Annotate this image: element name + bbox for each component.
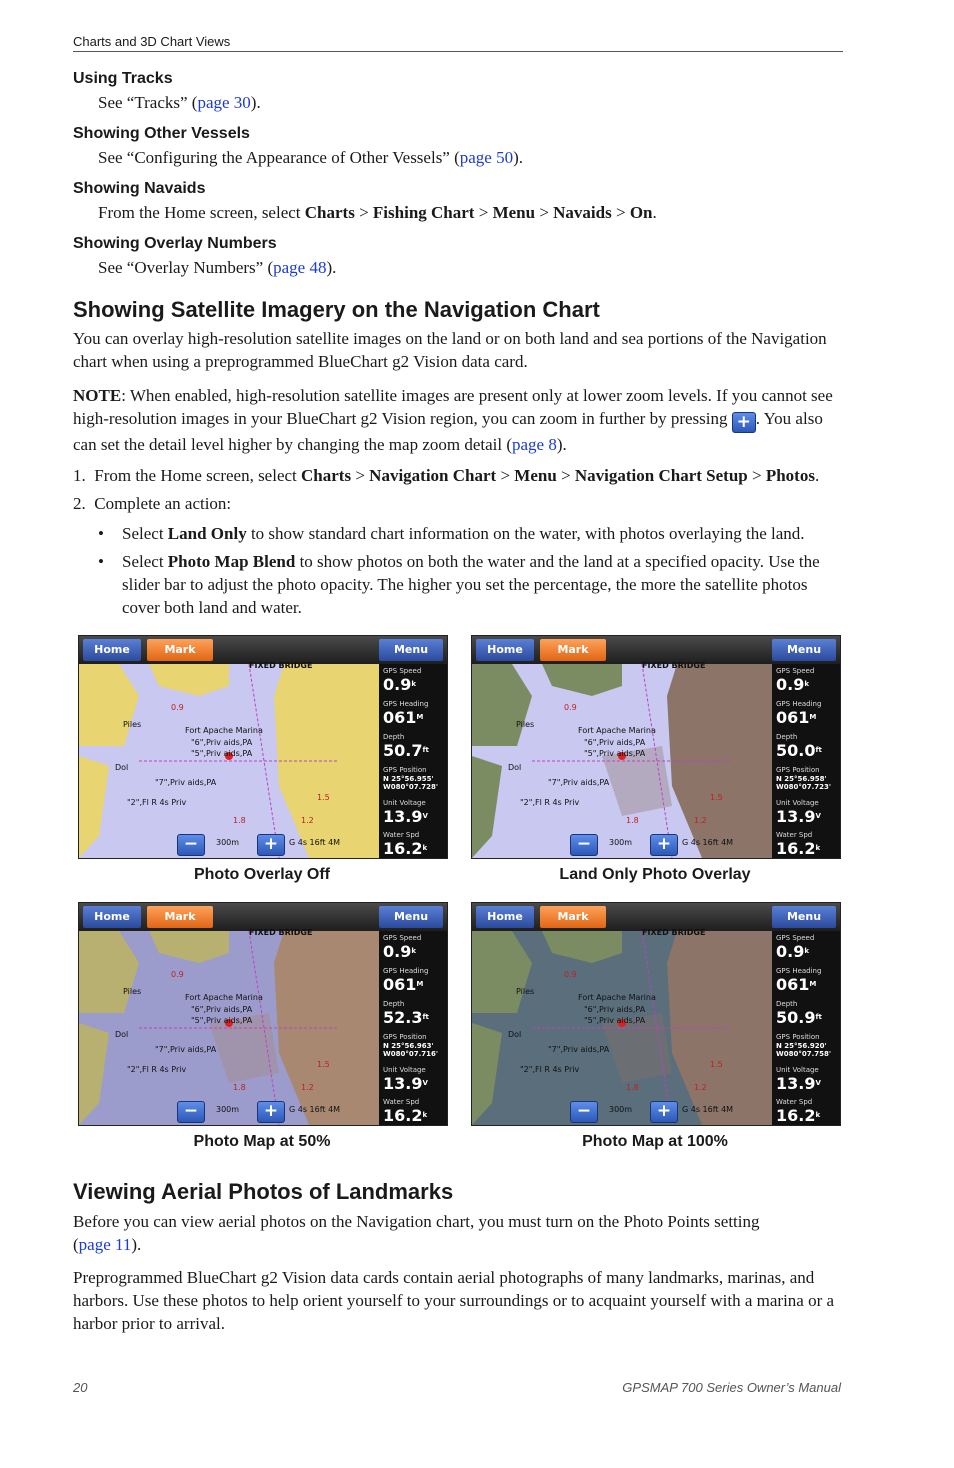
text: Before you can view aerial photos on the Navigation chart, you must turn on the Photo Points setting ( bbox=[73, 1212, 760, 1254]
text: ). bbox=[326, 258, 337, 277]
map-canvas bbox=[472, 903, 772, 1125]
zoom-in-button[interactable]: + bbox=[257, 1101, 285, 1123]
para-using-tracks bbox=[98, 93, 261, 113]
field-label: Water Spd bbox=[383, 1098, 420, 1106]
bullet-text bbox=[122, 522, 842, 545]
voltage-value: 13.9 bbox=[383, 807, 423, 826]
text: See “Overlay Numbers” ( bbox=[98, 258, 274, 277]
text: Select bbox=[122, 552, 168, 571]
unit: k bbox=[422, 844, 428, 852]
field-label: Depth bbox=[776, 733, 798, 741]
aid-7-label: "7",Priv aids,PA bbox=[155, 1045, 217, 1054]
sep: > bbox=[474, 203, 493, 222]
water-speed-field bbox=[776, 831, 838, 857]
para-overlay-numbers bbox=[98, 258, 336, 278]
field-label: GPS Position bbox=[776, 766, 820, 774]
heading-value: 061 bbox=[383, 975, 417, 994]
voltage-value: 13.9 bbox=[776, 807, 816, 826]
field-value bbox=[383, 742, 445, 759]
para-navaids bbox=[98, 203, 657, 223]
mark-button[interactable]: Mark bbox=[540, 639, 606, 661]
bridge-label: FIXED BRIDGE bbox=[642, 928, 706, 937]
sounding: 1.2 bbox=[301, 1083, 314, 1092]
depth-value: 52.3 bbox=[383, 1008, 423, 1027]
note-label: NOTE bbox=[73, 386, 122, 405]
marina-label: Fort Apache Marina bbox=[578, 726, 656, 735]
zoom-in-button[interactable]: + bbox=[650, 1101, 678, 1123]
unit: ft bbox=[422, 1013, 429, 1021]
heading-overlay-numbers: Showing Overlay Numbers bbox=[73, 235, 277, 252]
field-value bbox=[383, 1107, 445, 1124]
latitude: N 25°56.963' bbox=[383, 1042, 434, 1050]
sounding: 1.8 bbox=[233, 1083, 246, 1092]
gps-position-field bbox=[776, 766, 838, 791]
unit: M bbox=[416, 980, 424, 988]
bullet-land-only bbox=[98, 522, 843, 545]
sounding: 1.5 bbox=[710, 793, 723, 802]
text: From the Home screen, select bbox=[94, 466, 302, 485]
text: Select bbox=[122, 524, 168, 543]
unit: k bbox=[815, 844, 821, 852]
latitude: N 25°56.955' bbox=[383, 775, 434, 783]
unit-voltage-field bbox=[383, 799, 445, 825]
top-bar bbox=[79, 903, 447, 931]
bullet-photo-map-blend bbox=[98, 550, 843, 620]
text: . You also can set the detail level higher by changing the map zoom detail ( bbox=[73, 409, 823, 454]
field-value bbox=[383, 1075, 445, 1092]
heading-other-vessels: Showing Other Vessels bbox=[73, 125, 250, 142]
figure-caption: Photo Overlay Off bbox=[193, 866, 331, 883]
link-page-11[interactable]: page 11 bbox=[78, 1235, 132, 1254]
depth-value: 50.7 bbox=[383, 741, 423, 760]
path-menu: Menu bbox=[514, 466, 557, 485]
aid-2-label: "2",Fl R 4s Priv bbox=[520, 1065, 580, 1074]
heading-navaids: Showing Navaids bbox=[73, 180, 206, 197]
marina-label: Fort Apache Marina bbox=[578, 993, 656, 1002]
gps-heading-field bbox=[383, 967, 445, 993]
aid-5-label: "5",Priv aids,PA bbox=[191, 749, 253, 758]
text: From the Home screen, select bbox=[98, 203, 305, 222]
aid-6-label: "6",Priv aids,PA bbox=[584, 738, 646, 747]
figure-caption: Land Only Photo Overlay bbox=[559, 866, 751, 883]
field-label: Unit Voltage bbox=[383, 1066, 426, 1074]
running-head: Charts and 3D Chart Views bbox=[73, 34, 843, 52]
aid-5-label: "5",Priv aids,PA bbox=[584, 749, 646, 758]
field-label: Unit Voltage bbox=[776, 799, 819, 807]
link-page-50[interactable]: page 50 bbox=[459, 148, 514, 167]
link-page-30[interactable]: page 30 bbox=[197, 93, 251, 112]
water-speed-field bbox=[776, 1098, 838, 1124]
gps-heading-field bbox=[776, 967, 838, 993]
heading-value: 061 bbox=[776, 975, 810, 994]
option-photo-map-blend: Photo Map Blend bbox=[167, 552, 296, 571]
depth-field bbox=[383, 733, 445, 759]
field-label: GPS Position bbox=[383, 766, 427, 774]
field-value bbox=[776, 1009, 838, 1026]
text: ). bbox=[250, 93, 261, 112]
gps-speed-field bbox=[383, 934, 445, 960]
dol-label: Dol bbox=[115, 1030, 129, 1039]
marina-label: Fort Apache Marina bbox=[185, 993, 263, 1002]
depth-field bbox=[383, 1000, 445, 1026]
longitude: W080°07.723' bbox=[776, 783, 831, 791]
zoom-in-button[interactable]: + bbox=[257, 834, 285, 856]
field-value bbox=[383, 808, 445, 825]
field-value bbox=[776, 742, 838, 759]
page-number: 20 bbox=[73, 1380, 88, 1395]
chart-screenshot-blend bbox=[78, 902, 448, 1126]
buoy-tag: G 4s 16ft 4M bbox=[289, 838, 341, 847]
field-label: Unit Voltage bbox=[776, 1066, 819, 1074]
water-speed-value: 16.2 bbox=[776, 1106, 816, 1125]
field-label: GPS Speed bbox=[383, 934, 422, 942]
path-charts: Charts bbox=[304, 203, 355, 222]
manual-title: GPSMAP 700 Series Owner’s Manual bbox=[622, 1380, 841, 1395]
buoy-tag: G 4s 16ft 4M bbox=[682, 838, 734, 847]
gps-position-field bbox=[383, 766, 445, 791]
unit: k bbox=[815, 1111, 821, 1119]
para-aerial-1 bbox=[73, 1210, 793, 1256]
path-on: On bbox=[629, 203, 653, 222]
sep: > bbox=[611, 203, 630, 222]
sounding: 1.8 bbox=[233, 816, 246, 825]
menu-button[interactable]: Menu bbox=[379, 639, 443, 661]
zoom-out-button[interactable]: − bbox=[570, 1101, 598, 1123]
aid-2-label: "2",Fl R 4s Priv bbox=[127, 1065, 187, 1074]
text: ). bbox=[556, 435, 567, 454]
para-satellite-intro: You can overlay high-resolution satellite images on the land or on both land and sea portions of the Navigation chart when using a preprogrammed BlueChart g2 Vision data card. bbox=[73, 329, 827, 371]
figure-caption: Photo Map at 100% bbox=[582, 1133, 728, 1150]
longitude: W080°07.728' bbox=[383, 783, 438, 791]
home-button[interactable]: Home bbox=[83, 639, 141, 661]
sep: > bbox=[351, 466, 370, 485]
sep: > bbox=[496, 466, 515, 485]
unit-voltage-field bbox=[776, 799, 838, 825]
sounding: 0.9 bbox=[171, 703, 184, 712]
data-sidebar bbox=[379, 931, 447, 1125]
water-speed-value: 16.2 bbox=[776, 839, 816, 858]
bridge-label: FIXED BRIDGE bbox=[642, 661, 706, 670]
field-label: Water Spd bbox=[776, 1098, 813, 1106]
map-canvas bbox=[79, 636, 379, 858]
aid-5-label: "5",Priv aids,PA bbox=[584, 1016, 646, 1025]
step-1 bbox=[73, 466, 819, 486]
bridge-label: FIXED BRIDGE bbox=[249, 661, 313, 670]
unit: ft bbox=[815, 746, 822, 754]
field-value bbox=[383, 943, 445, 960]
field-value bbox=[776, 676, 838, 693]
gps-speed-field bbox=[776, 934, 838, 960]
step-number: 1. bbox=[73, 466, 86, 485]
unit: k bbox=[804, 947, 809, 955]
water-speed-field bbox=[383, 831, 445, 857]
gps-speed-field bbox=[383, 667, 445, 693]
field-value bbox=[776, 840, 838, 857]
zoom-in-button[interactable]: + bbox=[650, 834, 678, 856]
link-page-48[interactable]: page 48 bbox=[273, 258, 327, 277]
gps-speed-field bbox=[776, 667, 838, 693]
para-other-vessels bbox=[98, 148, 523, 168]
sep: > bbox=[535, 203, 554, 222]
zoom-out-button[interactable]: − bbox=[177, 1101, 205, 1123]
field-label: GPS Speed bbox=[383, 667, 422, 675]
field-value bbox=[383, 709, 445, 726]
field-label: GPS Speed bbox=[776, 667, 815, 675]
para-aerial-2: Preprogrammed BlueChart g2 Vision data cards contain aerial photographs of many landmarks, marinas, and harbors. Use these photos to help orient yourself to your surroundings or to acquaint yourself with a marina or a harbor prior to arrival. bbox=[73, 1268, 835, 1333]
chart-screenshot-photo bbox=[471, 902, 841, 1126]
sep: > bbox=[556, 466, 575, 485]
field-label: GPS Heading bbox=[383, 700, 429, 708]
scale-bar: 300m bbox=[216, 1105, 240, 1114]
water-speed-value: 16.2 bbox=[383, 1106, 423, 1125]
top-bar bbox=[472, 636, 840, 664]
menu-button[interactable]: Menu bbox=[772, 906, 836, 928]
menu-button[interactable]: Menu bbox=[772, 639, 836, 661]
sounding: 0.9 bbox=[564, 703, 577, 712]
bullet-dot: • bbox=[98, 524, 104, 543]
zoom-out-button[interactable]: − bbox=[177, 834, 205, 856]
data-sidebar bbox=[772, 931, 840, 1125]
longitude: W080°07.716' bbox=[383, 1050, 438, 1058]
field-value bbox=[383, 976, 445, 993]
text: ). bbox=[513, 148, 524, 167]
field-label: GPS Heading bbox=[383, 967, 429, 975]
sounding: 1.2 bbox=[301, 816, 314, 825]
heading-aerial: Viewing Aerial Photos of Landmarks bbox=[73, 1179, 454, 1204]
text: See “Tracks” ( bbox=[98, 93, 198, 112]
bullet-text bbox=[122, 550, 842, 619]
unit: V bbox=[422, 1079, 428, 1087]
mark-button[interactable]: Mark bbox=[147, 906, 213, 928]
bullet-dot: • bbox=[98, 552, 104, 571]
zoom-out-button[interactable]: − bbox=[570, 834, 598, 856]
gps-heading-field bbox=[776, 700, 838, 726]
voltage-value: 13.9 bbox=[776, 1074, 816, 1093]
home-button[interactable]: Home bbox=[476, 639, 534, 661]
scale-bar: 300m bbox=[216, 838, 240, 847]
field-value bbox=[383, 676, 445, 693]
gps-heading-field bbox=[383, 700, 445, 726]
field-value bbox=[776, 808, 838, 825]
text: to show photos on both the water and the land at a specified opacity. Use the slider bar to adjust the photo opacity. The higher you set the percentage, the more the satellite photos cover both land and water. bbox=[122, 552, 820, 617]
heading-value: 061 bbox=[383, 708, 417, 727]
step-number: 2. bbox=[73, 494, 86, 513]
text: . bbox=[814, 466, 820, 485]
unit: k bbox=[411, 680, 416, 688]
field-label: GPS Heading bbox=[776, 967, 822, 975]
map-canvas bbox=[79, 903, 379, 1125]
marina-label: Fort Apache Marina bbox=[185, 726, 263, 735]
buoy-tag: G 4s 16ft 4M bbox=[682, 1105, 734, 1114]
unit-voltage-field bbox=[776, 1066, 838, 1092]
field-label: Depth bbox=[383, 1000, 405, 1008]
sounding: 1.8 bbox=[626, 816, 639, 825]
voltage-value: 13.9 bbox=[383, 1074, 423, 1093]
field-label: GPS Heading bbox=[776, 700, 822, 708]
chart-screenshot-land bbox=[471, 635, 841, 859]
path-fishing-chart: Fishing Chart bbox=[372, 203, 475, 222]
water-speed-field bbox=[383, 1098, 445, 1124]
unit: V bbox=[422, 812, 428, 820]
unit: k bbox=[422, 1111, 428, 1119]
path-photos: Photos bbox=[765, 466, 815, 485]
field-value bbox=[383, 1009, 445, 1026]
unit: ft bbox=[422, 746, 429, 754]
field-value bbox=[776, 1107, 838, 1124]
aid-7-label: "7",Priv aids,PA bbox=[548, 778, 610, 787]
speed-value: 0.9 bbox=[776, 942, 805, 961]
data-sidebar bbox=[772, 664, 840, 858]
text: ). bbox=[131, 1235, 142, 1254]
mark-button[interactable]: Mark bbox=[540, 906, 606, 928]
sounding: 1.5 bbox=[317, 793, 330, 802]
chart-screenshot-chart bbox=[78, 635, 448, 859]
field-label: Unit Voltage bbox=[383, 799, 426, 807]
piles-label: Piles bbox=[516, 987, 535, 996]
buoy-tag: G 4s 16ft 4M bbox=[289, 1105, 341, 1114]
gps-position-field bbox=[776, 1033, 838, 1058]
text: . bbox=[652, 203, 657, 222]
field-value bbox=[383, 840, 445, 857]
field-value bbox=[776, 943, 838, 960]
sounding: 1.5 bbox=[317, 1060, 330, 1069]
step-2 bbox=[73, 494, 231, 514]
piles-label: Piles bbox=[516, 720, 535, 729]
sounding: 1.5 bbox=[710, 1060, 723, 1069]
home-button[interactable]: Home bbox=[476, 906, 534, 928]
unit: M bbox=[416, 713, 424, 721]
unit-voltage-field bbox=[383, 1066, 445, 1092]
map-canvas bbox=[472, 636, 772, 858]
unit: k bbox=[804, 680, 809, 688]
unit: M bbox=[809, 713, 817, 721]
path-menu: Menu bbox=[492, 203, 536, 222]
piles-label: Piles bbox=[123, 987, 142, 996]
sounding: 1.2 bbox=[694, 1083, 707, 1092]
depth-field bbox=[776, 1000, 838, 1026]
latitude: N 25°56.920' bbox=[776, 1042, 827, 1050]
field-label: GPS Position bbox=[776, 1033, 820, 1041]
figure-caption: Photo Map at 50% bbox=[193, 1133, 331, 1150]
option-land-only: Land Only bbox=[167, 524, 247, 543]
para-note bbox=[73, 384, 845, 456]
text: Complete an action: bbox=[94, 494, 232, 513]
heading-value: 061 bbox=[776, 708, 810, 727]
bridge-label: FIXED BRIDGE bbox=[249, 928, 313, 937]
heading-satellite: Showing Satellite Imagery on the Navigation Chart bbox=[73, 297, 600, 322]
depth-value: 50.9 bbox=[776, 1008, 816, 1027]
path-charts: Charts bbox=[301, 466, 352, 485]
dol-label: Dol bbox=[508, 1030, 522, 1039]
text: See “Configuring the Appearance of Other Vessels” ( bbox=[98, 148, 460, 167]
zoom-in-icon: + bbox=[732, 412, 756, 433]
dol-label: Dol bbox=[115, 763, 129, 772]
path-navaids: Navaids bbox=[553, 203, 612, 222]
speed-value: 0.9 bbox=[776, 675, 805, 694]
unit: V bbox=[815, 1079, 821, 1087]
field-value bbox=[776, 1075, 838, 1092]
water-speed-value: 16.2 bbox=[383, 839, 423, 858]
field-label: Depth bbox=[776, 1000, 798, 1008]
depth-value: 50.0 bbox=[776, 741, 816, 760]
menu-button[interactable]: Menu bbox=[379, 906, 443, 928]
sounding: 1.2 bbox=[694, 816, 707, 825]
heading-using-tracks: Using Tracks bbox=[73, 70, 173, 87]
top-bar bbox=[79, 636, 447, 664]
sep: > bbox=[747, 466, 766, 485]
field-value bbox=[776, 976, 838, 993]
field-label: GPS Speed bbox=[776, 934, 815, 942]
aid-7-label: "7",Priv aids,PA bbox=[155, 778, 217, 787]
unit: ft bbox=[815, 1013, 822, 1021]
top-bar bbox=[472, 903, 840, 931]
sounding: 1.8 bbox=[626, 1083, 639, 1092]
aid-6-label: "6",Priv aids,PA bbox=[191, 1005, 253, 1014]
piles-label: Piles bbox=[123, 720, 142, 729]
field-label: Water Spd bbox=[776, 831, 813, 839]
path-navigation-chart-setup: Navigation Chart Setup bbox=[574, 466, 748, 485]
scale-bar: 300m bbox=[609, 838, 633, 847]
unit: V bbox=[815, 812, 821, 820]
field-label: GPS Position bbox=[383, 1033, 427, 1041]
gps-position-field bbox=[383, 1033, 445, 1058]
field-label: Depth bbox=[383, 733, 405, 741]
speed-value: 0.9 bbox=[383, 942, 412, 961]
longitude: W080°07.758' bbox=[776, 1050, 831, 1058]
text: to show standard chart information on the water, with photos overlaying the land. bbox=[246, 524, 805, 543]
aid-7-label: "7",Priv aids,PA bbox=[548, 1045, 610, 1054]
latitude: N 25°56.958' bbox=[776, 775, 827, 783]
mark-button[interactable]: Mark bbox=[147, 639, 213, 661]
dol-label: Dol bbox=[508, 763, 522, 772]
field-value bbox=[776, 709, 838, 726]
sep: > bbox=[354, 203, 373, 222]
aid-2-label: "2",Fl R 4s Priv bbox=[127, 798, 187, 807]
scale-bar: 300m bbox=[609, 1105, 633, 1114]
home-button[interactable]: Home bbox=[83, 906, 141, 928]
sounding: 0.9 bbox=[564, 970, 577, 979]
path-navigation-chart: Navigation Chart bbox=[369, 466, 497, 485]
aid-6-label: "6",Priv aids,PA bbox=[584, 1005, 646, 1014]
text: : When enabled, high-resolution satellite images are present only at lower zoom levels. If you cannot see high-resolution images in your BlueChart g2 Vision region, you can zoom in further by pressing bbox=[73, 386, 833, 428]
speed-value: 0.9 bbox=[383, 675, 412, 694]
aid-5-label: "5",Priv aids,PA bbox=[191, 1016, 253, 1025]
link-page-8[interactable]: page 8 bbox=[512, 435, 557, 454]
sounding: 0.9 bbox=[171, 970, 184, 979]
data-sidebar bbox=[379, 664, 447, 858]
aid-6-label: "6",Priv aids,PA bbox=[191, 738, 253, 747]
aid-2-label: "2",Fl R 4s Priv bbox=[520, 798, 580, 807]
depth-field bbox=[776, 733, 838, 759]
unit: k bbox=[411, 947, 416, 955]
unit: M bbox=[809, 980, 817, 988]
field-label: Water Spd bbox=[383, 831, 420, 839]
